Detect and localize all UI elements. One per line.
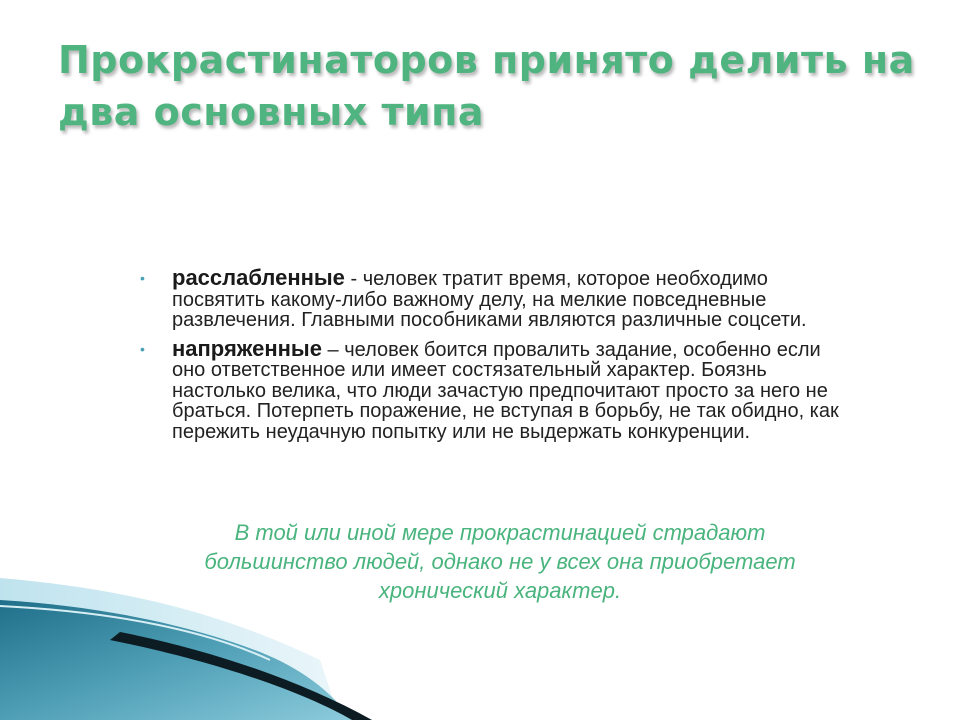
item-description: человек тратит время, которое необходимо посвятить какому-либо важному делу, на мелкие повседневные развлечения. Главными пособниками являются различные соцсети.: [172, 268, 807, 331]
slide-title: Прокрастинаторов принято делить на два основных типа: [58, 38, 915, 134]
summary-note: В той или иной мере прокрастинацией страдают большинство людей, однако не у всех она приобретает хронический характер.: [204, 520, 796, 603]
bullet-icon: •: [140, 270, 145, 286]
item-term: расслабленные: [172, 265, 345, 290]
item-separator: –: [321, 338, 345, 361]
item-description: человек боится провалить задание, особенно если оно ответственное или имеет состязательный характер. Боязнь настолько велика, что люди зачастую предпочитают просто за него не браться. Потерпеть поражение, не вступая в борьбу, не так обидно, как пережить неудачную попытку или не выдержать конкуренции.: [172, 338, 839, 443]
item-term: напряженные: [172, 335, 322, 361]
bullet-icon: •: [140, 340, 145, 357]
item-separator: -: [344, 268, 363, 290]
